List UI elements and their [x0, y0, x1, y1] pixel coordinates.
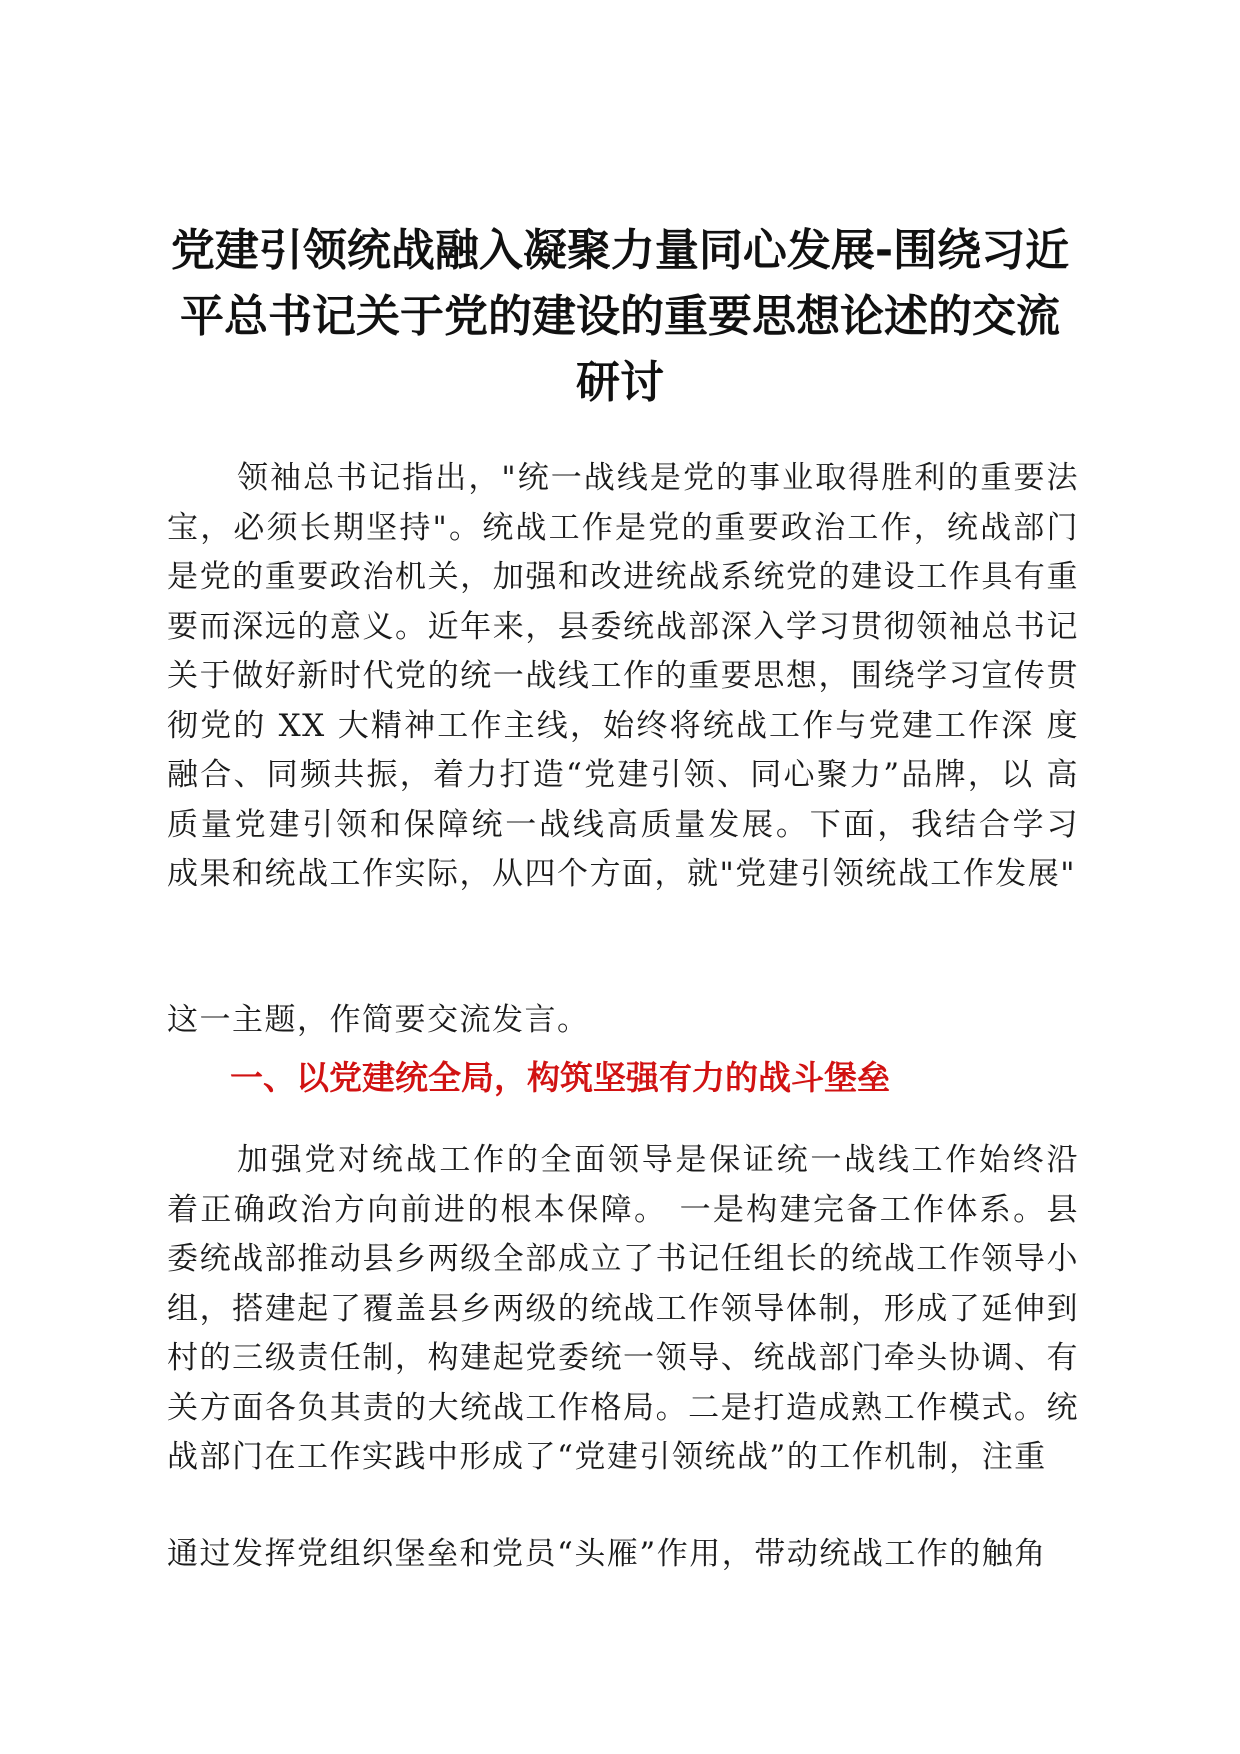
intro-paragraph: 领袖总书记指出，"统一战线是党的事业取得胜利的重要法宝，必须长期坚持"。统战工作是党的重要政治工作，统战部门是党的重要政治机关，加强和改进统战系统党的建设工作具有重要而深远的意义。近年来，县委统战部深入学习贯彻领袖总书记关于做好新时代党的统一战线工作的重要思想，围绕学习宣传贯彻党的 XX 大精神工作主线，始终将统战工作与党建工作深 度融合、同频共振，着力打造“党建引领、同心聚力”品牌，以 高质量党建引领和保障统一战线高质量发展。下面，我结合学习 成果和统战工作实际，从四个方面，就"党建引领统战工作发展"	[167, 460, 1079, 892]
section-paragraph-continuation: 通过发挥党组织堡垒和党员“头雁”作用，带动统战工作的触角	[167, 1536, 1047, 1572]
section-heading: 一、以党建统全局，构筑坚强有力的战斗堡垒	[230, 1058, 890, 1097]
section-paragraph: 加强党对统战工作的全面领导是保证统一战线工作始终沿着正确政治方向前进的根本保障。 一是构建完备工作体系。县委统战部推动县乡两级全部成立了书记任组长的统战工作领导小组，搭建起了覆盖县乡两级的统战工作领导体制，形成了延伸到 村的三级责任制，构建起党委统一领导、统战部门牵头协调、有 关方面各负其责的大统战工作格局。二是打造成熟工作模式。统 战部门在工作实践中形成了“党建引领统战”的工作机制，注重	[167, 1142, 1079, 1475]
document-title: 党建引领统战融入凝聚力量同心发展-围绕习近平总书记关于党的建设的重要思想论述的交流研讨	[170, 225, 1070, 408]
intro-paragraph-continuation: 这一主题，作简要交流发言。	[167, 1002, 590, 1038]
